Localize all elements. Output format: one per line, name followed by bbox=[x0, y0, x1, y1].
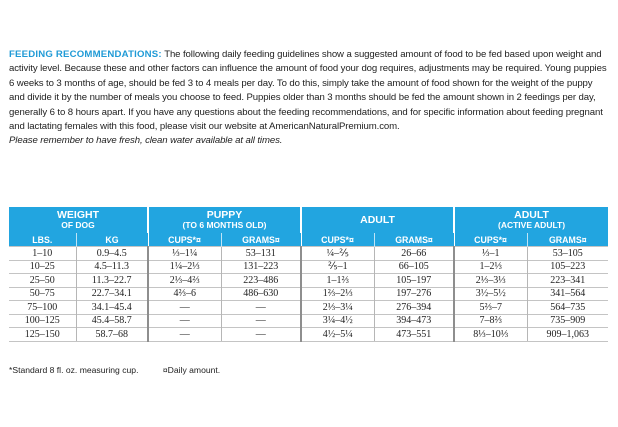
table-row bbox=[9, 287, 608, 301]
col-active-cups: CUPS*¤ bbox=[454, 233, 527, 247]
table-cell: 75–100 bbox=[9, 301, 76, 315]
water-note: Please remember to have fresh, clean water available at all times. bbox=[9, 135, 283, 147]
intro-heading: FEEDING RECOMMENDATIONS: bbox=[9, 49, 162, 60]
table-cell: 50–75 bbox=[9, 287, 76, 301]
table-cell: ¼–⅖ bbox=[301, 247, 374, 261]
table-cell: 45.4–58.7 bbox=[76, 314, 148, 328]
table-cell: 2⅓–3⅓ bbox=[454, 274, 527, 288]
group-puppy: PUPPY (TO 6 MONTHS OLD) bbox=[148, 207, 301, 233]
table-cell: ⅓–1 bbox=[454, 247, 527, 261]
table-cell: 53–131 bbox=[221, 247, 301, 261]
intro-body: The following daily feeding guidelines show a suggested amount of food to be fed based upon weight and activity level. Because these and other factors can influence the amount of food your dog requires, adjustments may be required. Young puppies 6 weeks to 3 months of age, should be fed 3 to 4 meals per day. To do this, simply take the amount of food shown for the weight of the puppy and divide it by the number of meals you choose to feed. Puppies older than 3 months should be fed the amount shown in 2 feedings per day, generally 6 to 8 hours apart. If you have any questions about the feeding recommendations, and for specific information about feeding pregnant and lactating females with this food, please visit our website at AmericanNaturalPremium.com. bbox=[9, 49, 607, 133]
table-cell: ⅓–1¼ bbox=[148, 247, 221, 261]
table-cell: 4.5–11.3 bbox=[76, 260, 148, 274]
table-cell: 25–50 bbox=[9, 274, 76, 288]
table-cell: 11.3–22.7 bbox=[76, 274, 148, 288]
group-active-adult: ADULT (ACTIVE ADULT) bbox=[454, 207, 608, 233]
footnote-daily: ¤Daily amount. bbox=[162, 365, 221, 375]
table-row bbox=[9, 260, 608, 274]
table-cell: 131–223 bbox=[221, 260, 301, 274]
feeding-intro bbox=[9, 48, 609, 149]
table-cell: 223–341 bbox=[527, 274, 608, 288]
table-cell: — bbox=[221, 314, 301, 328]
table-cell: 1–10 bbox=[9, 247, 76, 261]
table-cell: 4⅔–6 bbox=[148, 287, 221, 301]
table-cell: 105–223 bbox=[527, 260, 608, 274]
footnotes bbox=[9, 365, 220, 375]
table-cell: 26–66 bbox=[374, 247, 454, 261]
table-cell: — bbox=[221, 328, 301, 342]
table-cell: 3½–5½ bbox=[454, 287, 527, 301]
table-cell: 4½–5¼ bbox=[301, 328, 374, 342]
table-cell: — bbox=[148, 314, 221, 328]
table-cell: 473–551 bbox=[374, 328, 454, 342]
footnote-cup: *Standard 8 fl. oz. measuring cup. bbox=[9, 365, 139, 375]
table-cell: 1⅔–2⅓ bbox=[301, 287, 374, 301]
table-cell: 5⅔–7 bbox=[454, 301, 527, 315]
table-row bbox=[9, 274, 608, 288]
table-cell: 1–2⅓ bbox=[454, 260, 527, 274]
table-cell: — bbox=[148, 301, 221, 315]
col-puppy-cups: CUPS*¤ bbox=[148, 233, 221, 247]
table-cell: 58.7–68 bbox=[76, 328, 148, 342]
col-puppy-grams: GRAMS¤ bbox=[221, 233, 301, 247]
table-cell: 2⅓–3¼ bbox=[301, 301, 374, 315]
table-cell: 66–105 bbox=[374, 260, 454, 274]
table-cell: ⅖–1 bbox=[301, 260, 374, 274]
table-cell: 8⅓–10⅓ bbox=[454, 328, 527, 342]
table-cell: 100–125 bbox=[9, 314, 76, 328]
group-adult: ADULT bbox=[301, 207, 454, 233]
table-cell: — bbox=[148, 328, 221, 342]
table-row bbox=[9, 314, 608, 328]
table-cell: 486–630 bbox=[221, 287, 301, 301]
table-cell: 3¼–4½ bbox=[301, 314, 374, 328]
table-cell: 564–735 bbox=[527, 301, 608, 315]
column-header-row bbox=[9, 233, 608, 247]
group-weight: WEIGHT OF DOG bbox=[9, 207, 148, 233]
table-cell: 276–394 bbox=[374, 301, 454, 315]
table-cell: 394–473 bbox=[374, 314, 454, 328]
table-row bbox=[9, 328, 608, 342]
table-cell: 10–25 bbox=[9, 260, 76, 274]
group-header-row bbox=[9, 207, 608, 233]
table-cell: 34.1–45.4 bbox=[76, 301, 148, 315]
table-cell: 197–276 bbox=[374, 287, 454, 301]
table-row bbox=[9, 247, 608, 261]
table-cell: 909–1,063 bbox=[527, 328, 608, 342]
col-adult-grams: GRAMS¤ bbox=[374, 233, 454, 247]
col-active-grams: GRAMS¤ bbox=[527, 233, 608, 247]
table-cell: 2⅓–4⅔ bbox=[148, 274, 221, 288]
table-cell: 7–8⅔ bbox=[454, 314, 527, 328]
table-cell: 125–150 bbox=[9, 328, 76, 342]
table-cell: 22.7–34.1 bbox=[76, 287, 148, 301]
col-kg: KG bbox=[76, 233, 148, 247]
table-cell: 1¼–2⅓ bbox=[148, 260, 221, 274]
feeding-table bbox=[9, 207, 608, 342]
table-cell: 0.9–4.5 bbox=[76, 247, 148, 261]
table-cell: 735–909 bbox=[527, 314, 608, 328]
table-row bbox=[9, 301, 608, 315]
table-cell: 223–486 bbox=[221, 274, 301, 288]
col-adult-cups: CUPS*¤ bbox=[301, 233, 374, 247]
col-lbs: LBS. bbox=[9, 233, 76, 247]
feeding-table-body bbox=[9, 247, 608, 342]
table-cell: 53–105 bbox=[527, 247, 608, 261]
table-cell: — bbox=[221, 301, 301, 315]
table-cell: 1–1⅔ bbox=[301, 274, 374, 288]
table-cell: 105–197 bbox=[374, 274, 454, 288]
table-cell: 341–564 bbox=[527, 287, 608, 301]
